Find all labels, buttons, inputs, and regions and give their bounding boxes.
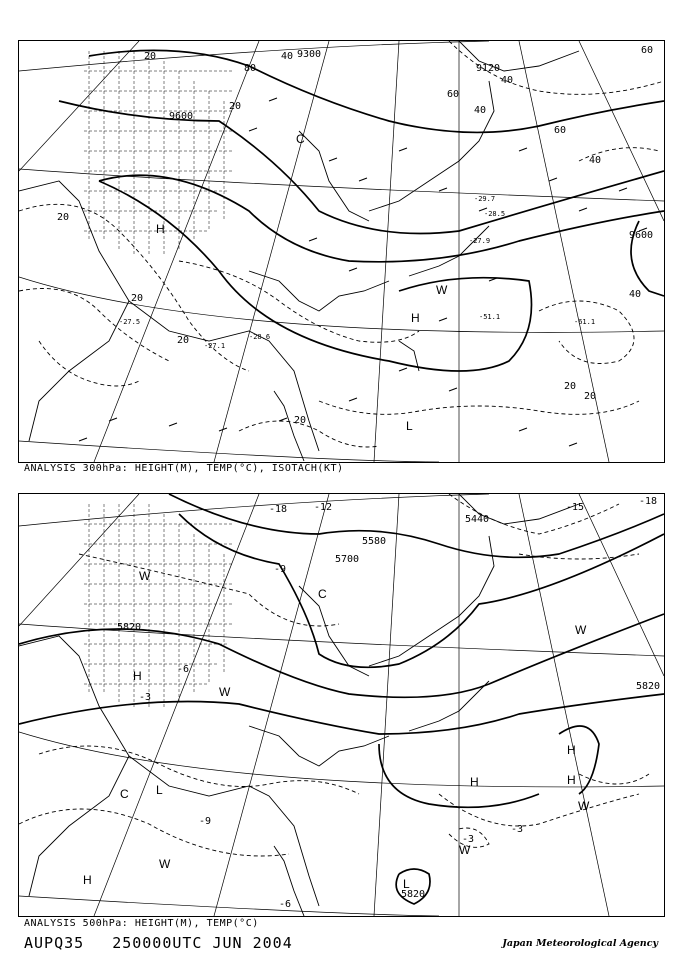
chart-500hpa bbox=[19, 494, 664, 916]
map-panel-300hpa bbox=[18, 40, 665, 463]
caption-300hpa: ANALYSIS 300hPa: HEIGHT(M), TEMP(°C), ISOTACH(KT) bbox=[24, 463, 344, 474]
warm-center-label: W bbox=[459, 843, 471, 857]
temperature-label: -18 bbox=[639, 496, 658, 507]
temperature-label: -9 bbox=[199, 816, 212, 827]
height-label: 5440 bbox=[465, 514, 490, 525]
cold-center-label: C bbox=[120, 787, 129, 801]
agency-credit: Japan Meteorological Agency bbox=[502, 938, 658, 949]
isotach-label: 20 bbox=[229, 101, 242, 112]
low-center-label: L bbox=[403, 877, 410, 891]
isotach-label: 20 bbox=[564, 381, 577, 392]
temperature-label: -27.1 bbox=[204, 342, 226, 350]
low-center-label: L bbox=[156, 783, 163, 797]
coastlines bbox=[19, 41, 579, 461]
hatch-region bbox=[84, 504, 234, 709]
warm-center-label: W bbox=[219, 685, 231, 699]
temperature-labels bbox=[119, 195, 595, 350]
isotach-label: 40 bbox=[629, 289, 642, 300]
isotach-label: 60 bbox=[554, 125, 567, 136]
height-labels bbox=[117, 514, 660, 900]
height-label: 5820 bbox=[117, 622, 142, 633]
isotach-label: 20 bbox=[131, 293, 144, 304]
temperature-label: -18 bbox=[269, 504, 288, 515]
isotach-label: 40 bbox=[501, 75, 514, 86]
isotach-label: 20 bbox=[177, 335, 190, 346]
product-header bbox=[24, 934, 321, 952]
high-center-label: H bbox=[567, 773, 576, 787]
warm-center-label: W bbox=[436, 283, 448, 297]
isotach-label: 60 bbox=[641, 45, 654, 56]
isotach-label: 40 bbox=[281, 51, 294, 62]
temperature-label: -3 bbox=[462, 834, 475, 845]
warm-center-label: W bbox=[159, 857, 171, 871]
isotach-label: 40 bbox=[474, 105, 487, 116]
temperature-label: -6 bbox=[279, 899, 292, 910]
isotach-label: 20 bbox=[57, 212, 70, 223]
isotach-label: 80 bbox=[244, 63, 257, 74]
temperature-contours bbox=[19, 494, 649, 856]
valid-time: 250000UTC JUN 2004 bbox=[112, 934, 293, 952]
temperature-label: -27.9 bbox=[469, 237, 491, 245]
temperature-label: -6 bbox=[177, 664, 190, 675]
height-label: 9600 bbox=[169, 111, 194, 122]
high-center-label: H bbox=[133, 669, 142, 683]
temperature-label: -15 bbox=[566, 502, 585, 513]
temperature-label: -12 bbox=[314, 502, 333, 513]
cold-center-label: C bbox=[296, 132, 305, 146]
cold-center-label: C bbox=[318, 587, 327, 601]
high-center-label: H bbox=[567, 743, 576, 757]
caption-500hpa: ANALYSIS 500hPa: HEIGHT(M), TEMP(°C) bbox=[24, 918, 259, 929]
height-label: 5700 bbox=[335, 554, 360, 565]
temperature-label: -61.1 bbox=[574, 318, 596, 326]
height-label: 5820 bbox=[636, 681, 661, 692]
product-code: AUPQ35 bbox=[24, 934, 85, 952]
height-label: 9120 bbox=[476, 63, 501, 74]
wind-barbs bbox=[79, 98, 647, 446]
low-center-label: L bbox=[406, 419, 413, 433]
coastlines bbox=[19, 494, 579, 916]
map-panel-500hpa bbox=[18, 493, 665, 917]
pressure-centers bbox=[156, 132, 448, 433]
high-center-label: H bbox=[156, 222, 165, 236]
warm-center-label: W bbox=[575, 623, 587, 637]
temperature-label: -28.5 bbox=[484, 210, 506, 218]
temperature-label: -28.6 bbox=[249, 333, 271, 341]
isotach-label: 20 bbox=[144, 51, 157, 62]
temperature-label: -9 bbox=[274, 564, 287, 575]
high-center-label: H bbox=[411, 311, 420, 325]
isotach-labels bbox=[57, 45, 653, 426]
isotach-label: 20 bbox=[584, 391, 597, 402]
height-label: 5580 bbox=[362, 536, 387, 547]
high-center-label: H bbox=[470, 775, 479, 789]
height-labels bbox=[169, 49, 653, 241]
warm-center-label: W bbox=[139, 569, 151, 583]
temperature-label: -51.1 bbox=[479, 313, 501, 321]
pressure-centers bbox=[83, 569, 590, 891]
temperature-label: -3 bbox=[511, 824, 524, 835]
temperature-label: -29.7 bbox=[474, 195, 496, 203]
high-center-label: H bbox=[83, 873, 92, 887]
isotach-label: 20 bbox=[294, 415, 307, 426]
height-label: 9600 bbox=[629, 230, 654, 241]
isotach-label: 60 bbox=[447, 89, 460, 100]
warm-center-label: W bbox=[578, 799, 590, 813]
chart-300hpa bbox=[19, 41, 664, 462]
lat-lon-grid bbox=[19, 41, 664, 462]
height-label: 5820 bbox=[401, 889, 426, 900]
isotach-label: 40 bbox=[589, 155, 602, 166]
height-label: 9300 bbox=[297, 49, 322, 60]
temperature-label: -27.5 bbox=[119, 318, 141, 326]
temperature-label: -3 bbox=[139, 692, 152, 703]
